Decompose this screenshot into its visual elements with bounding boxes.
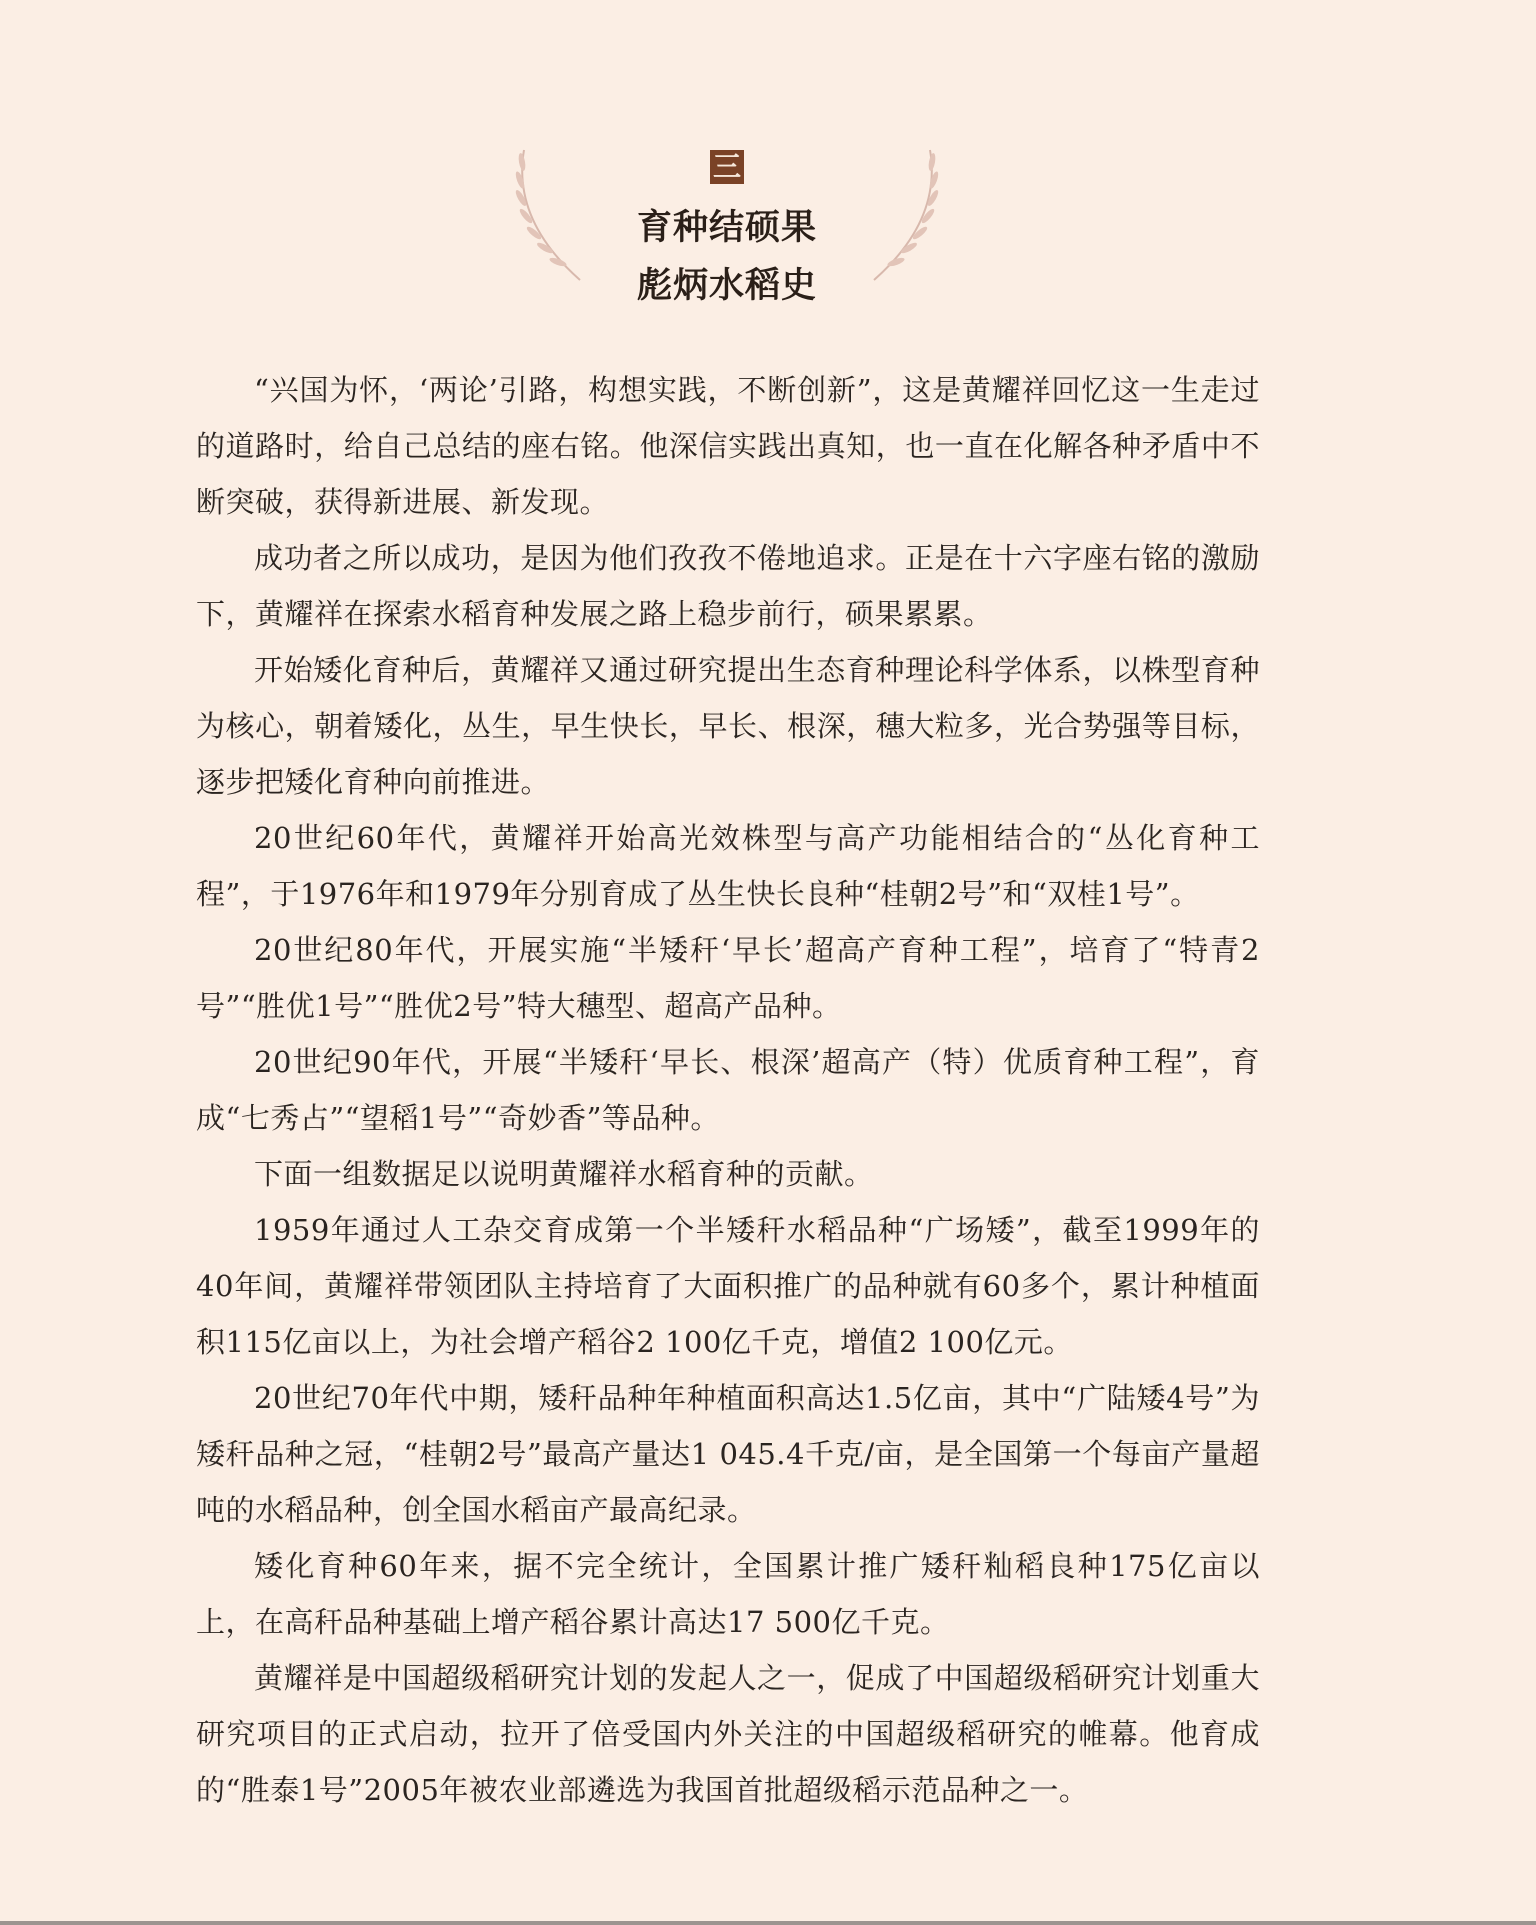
paragraph: 矮化育种60年来，据不完全统计，全国累计推广矮秆籼稻良种175亿亩以上，在高秆品种基础上增产稻谷累计高达17 500亿千克。 <box>196 1549 1260 1639</box>
paragraph: 1959年通过人工杂交育成第一个半矮秆水稻品种“广场矮”，截至1999年的40年间，黄耀祥带领团队主持培育了大面积推广的品种就有60多个，累计种植面积115亿亩以上，为社会增产稻谷2 100亿千克，增值2 100亿元。 <box>196 1213 1260 1359</box>
paragraph: 黄耀祥是中国超级稻研究计划的发起人之一，促成了中国超级稻研究计划重大研究项目的正式启动，拉开了倍受国内外关注的中国超级稻研究的帷幕。他育成的“胜泰1号”2005年被农业部遴选为我国首批超级稻示范品种之一。 <box>196 1661 1260 1807</box>
page-bottom-divider <box>0 1921 1536 1925</box>
paragraph: 20世纪80年代，开展实施“半矮秆‘早长’超高产育种工程”，培育了“特青2号”“胜优1号”“胜优2号”特大穗型、超高产品种。 <box>196 933 1260 1023</box>
paragraph: 开始矮化育种后，黄耀祥又通过研究提出生态育种理论科学体系，以株型育种为核心，朝着矮化，丛生，早生快长，早长、根深，穗大粒多，光合势强等目标，逐步把矮化育种向前推进。 <box>196 653 1260 799</box>
chapter-number: 三 <box>710 150 744 184</box>
chapter-header <box>0 140 1536 310</box>
chapter-title-line-2: 彪炳水稻史 <box>636 265 817 306</box>
paragraph: “兴国为怀，‘两论’引路，构想实践，不断创新”，这是黄耀祥回忆这一生走过的道路时，给自己总结的座右铭。他深信实践出真知，也一直在化解各种矛盾中不断突破，获得新进展、新发现。 <box>196 373 1260 519</box>
paragraph: 下面一组数据足以说明黄耀祥水稻育种的贡献。 <box>254 1157 874 1191</box>
paragraph: 成功者之所以成功，是因为他们孜孜不倦地追求。正是在十六字座右铭的激励下，黄耀祥在探索水稻育种发展之路上稳步前行，硕果累累。 <box>196 541 1260 631</box>
paragraph: 20世纪70年代中期，矮秆品种年种植面积高达1.5亿亩，其中“广陆矮4号”为矮秆品种之冠，“桂朝2号”最高产量达1 045.4千克/亩，是全国第一个每亩产量超吨的水稻品种，创全国水稻亩产最高纪录。 <box>196 1381 1260 1527</box>
paragraph: 20世纪60年代，黄耀祥开始高光效株型与高产功能相结合的“丛化育种工程”，于1976年和1979年分别育成了丛生快长良种“桂朝2号”和“双桂1号”。 <box>196 821 1260 911</box>
chapter-title-line-1: 育种结硕果 <box>636 207 817 248</box>
paragraph: 20世纪90年代，开展“半矮秆‘早长、根深’超高产（特）优质育种工程”，育成“七秀占”“望稻1号”“奇妙香”等品种。 <box>196 1045 1260 1135</box>
body-text <box>196 362 1260 1818</box>
